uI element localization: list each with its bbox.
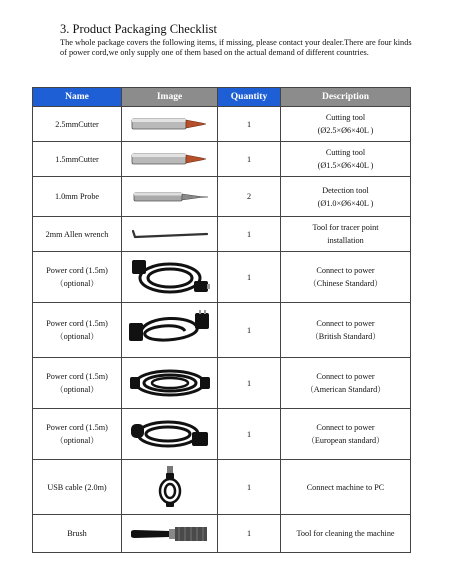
- item-quantity: 1: [218, 217, 281, 252]
- table-row: [33, 358, 411, 409]
- item-quantity: 1: [218, 252, 281, 303]
- item-name-note: （optional）: [55, 385, 99, 394]
- item-description: Connect to power: [316, 423, 375, 432]
- item-quantity: 1: [218, 358, 281, 409]
- item-spec: (Ø2.5×Ø6×40L ): [317, 126, 374, 135]
- item-quantity: 1: [218, 460, 281, 515]
- item-description: Detection tool: [322, 185, 369, 195]
- item-description: Tool for tracer point: [312, 223, 379, 232]
- table-row: [33, 217, 411, 252]
- header-image: Image: [122, 88, 218, 107]
- header-name: Name: [33, 88, 122, 107]
- table-row: [33, 142, 411, 177]
- item-spec: （European standard）: [306, 436, 385, 445]
- item-description: Connect to power: [316, 266, 375, 275]
- item-spec: （British Standard）: [310, 332, 381, 341]
- item-quantity: 1: [218, 303, 281, 358]
- allen-wrench-icon: [129, 227, 211, 241]
- item-name: Power cord (1.5m): [46, 372, 108, 381]
- item-description: Tool for cleaning the machine: [296, 529, 395, 538]
- power-cord-european-icon: [128, 414, 212, 454]
- item-description: Cutting tool: [325, 113, 366, 122]
- usb-cable-icon: [150, 465, 190, 509]
- header-quantity: Quantity: [218, 88, 281, 107]
- item-name: 2mm Allen wrench: [33, 217, 122, 252]
- item-name: Power cord (1.5m): [46, 423, 108, 432]
- cutter-icon: [130, 116, 210, 132]
- item-name: 1.5mmCutter: [33, 142, 122, 177]
- item-spec: (Ø1.5×Ø6×40L ): [317, 161, 374, 170]
- item-name: Power cord (1.5m): [46, 319, 108, 328]
- table-row: [33, 177, 411, 217]
- page-title: 3. Product Packaging Checklist: [60, 22, 217, 36]
- item-quantity: 1: [218, 107, 281, 142]
- item-quantity: 1: [218, 515, 281, 553]
- table-row: [33, 409, 411, 460]
- item-name: 1.0mm Probe: [33, 177, 122, 217]
- packaging-checklist-table: [32, 87, 411, 553]
- brush-icon: [129, 524, 211, 544]
- item-spec: （Chinese Standard）: [308, 279, 383, 288]
- item-quantity: 2: [218, 177, 281, 217]
- intro-paragraph: The whole package covers the following items, if missing, please contact your dealer.There are four kinds of power cord,we only supply one of them based on the actual demand of different countries.: [60, 38, 412, 57]
- table-header-row: [33, 88, 411, 107]
- cutter-icon: [130, 151, 210, 167]
- item-name: Power cord (1.5m): [46, 266, 108, 275]
- item-description: Connect to power: [316, 372, 375, 381]
- item-spec: （American Standard）: [305, 385, 386, 394]
- item-quantity: 1: [218, 142, 281, 177]
- item-description: Connect to power: [316, 319, 375, 328]
- item-quantity: 1: [218, 409, 281, 460]
- power-cord-chinese-icon: [128, 256, 212, 298]
- item-spec: installation: [327, 236, 364, 245]
- item-spec: (Ø1.0×Ø6×40L ): [317, 198, 374, 208]
- probe-icon: [130, 190, 210, 204]
- item-description: Cutting tool: [325, 148, 366, 157]
- table-row: [33, 252, 411, 303]
- item-name-note: （optional）: [55, 436, 99, 445]
- table-row: [33, 515, 411, 553]
- power-cord-american-icon: [128, 363, 212, 403]
- item-name: Brush: [33, 515, 122, 553]
- item-name-note: （optional）: [55, 279, 99, 288]
- table-row: [33, 107, 411, 142]
- item-name-note: （optional）: [55, 332, 99, 341]
- item-description: Connect machine to PC: [306, 482, 385, 492]
- table-row: [33, 460, 411, 515]
- item-name: 2.5mmCutter: [33, 107, 122, 142]
- table-row: [33, 303, 411, 358]
- item-name: USB cable (2.0m): [33, 460, 122, 515]
- header-description: Description: [281, 88, 411, 107]
- power-cord-british-icon: [127, 309, 213, 351]
